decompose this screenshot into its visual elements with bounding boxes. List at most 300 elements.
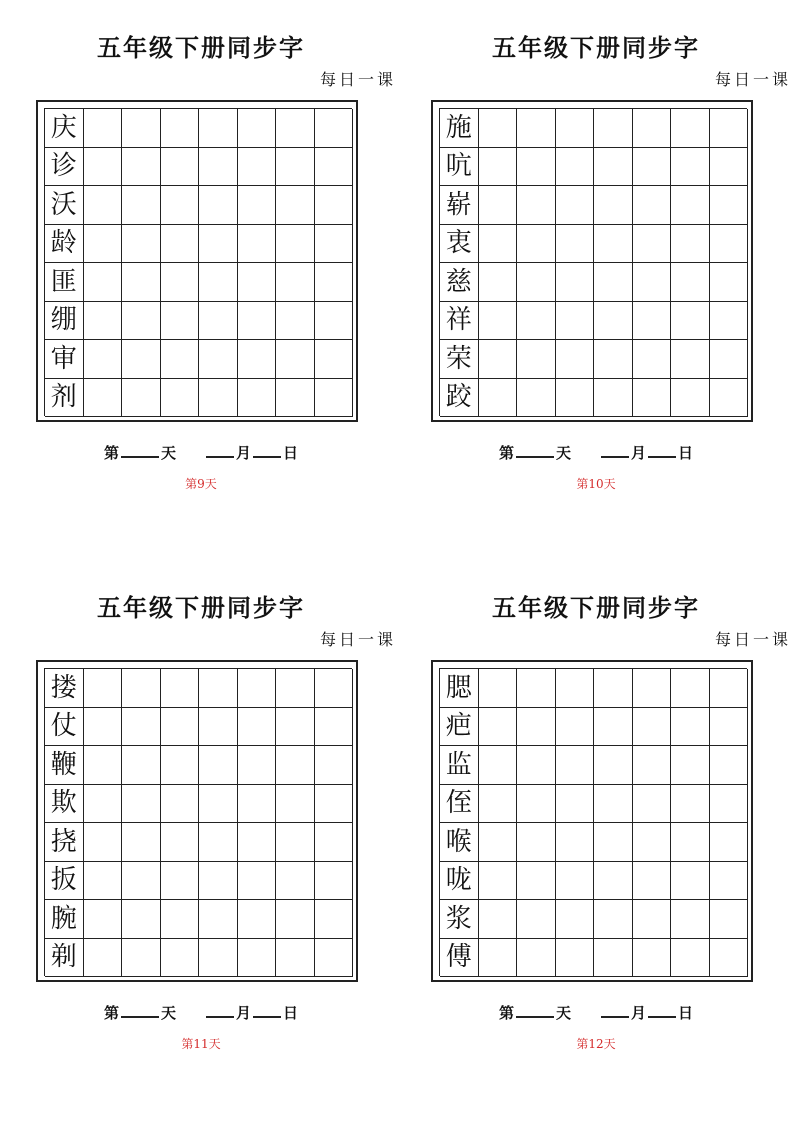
practice-cell[interactable] xyxy=(122,708,161,747)
practice-cell[interactable] xyxy=(199,340,238,379)
practice-cell[interactable] xyxy=(122,939,161,978)
practice-cell[interactable] xyxy=(238,900,277,939)
practice-cell[interactable] xyxy=(556,823,595,862)
practice-cell[interactable] xyxy=(161,900,200,939)
practice-cell[interactable] xyxy=(594,823,633,862)
practice-cell[interactable] xyxy=(671,862,710,901)
practice-cell[interactable] xyxy=(594,900,633,939)
model-character: 浆 xyxy=(440,900,479,939)
practice-cell[interactable] xyxy=(122,379,161,418)
practice-cell[interactable] xyxy=(517,939,556,978)
date-label: 日 xyxy=(283,444,299,462)
practice-cell[interactable] xyxy=(633,109,672,148)
date-line xyxy=(36,440,366,464)
date-blank[interactable] xyxy=(648,440,676,458)
practice-cell[interactable] xyxy=(594,109,633,148)
date-line xyxy=(431,440,761,464)
practice-cell[interactable] xyxy=(199,862,238,901)
practice-cell[interactable] xyxy=(556,340,595,379)
practice-cell[interactable] xyxy=(479,862,518,901)
practice-cell[interactable] xyxy=(161,225,200,264)
practice-cell[interactable] xyxy=(517,186,556,225)
practice-cell[interactable] xyxy=(517,109,556,148)
practice-cell[interactable] xyxy=(315,939,354,978)
practice-frame xyxy=(431,660,753,982)
practice-cell[interactable] xyxy=(84,263,123,302)
model-character: 龄 xyxy=(45,225,84,264)
practice-cell[interactable] xyxy=(84,669,123,708)
model-character: 祥 xyxy=(440,302,479,341)
practice-cell[interactable] xyxy=(479,225,518,264)
practice-cell[interactable] xyxy=(556,263,595,302)
day-number-blank[interactable] xyxy=(121,1000,159,1018)
practice-cell[interactable] xyxy=(594,862,633,901)
practice-cell[interactable] xyxy=(238,823,277,862)
practice-cell[interactable] xyxy=(276,900,315,939)
practice-cell[interactable] xyxy=(479,263,518,302)
practice-cell[interactable] xyxy=(710,900,749,939)
practice-cell[interactable] xyxy=(633,225,672,264)
practice-cell[interactable] xyxy=(199,785,238,824)
sheet-subtitle: 每日一课 xyxy=(319,630,396,649)
practice-cell[interactable] xyxy=(238,148,277,187)
practice-cell[interactable] xyxy=(710,708,749,747)
practice-cell[interactable] xyxy=(633,823,672,862)
practice-cell[interactable] xyxy=(238,669,277,708)
practice-frame xyxy=(431,100,753,422)
model-character: 咙 xyxy=(440,862,479,901)
practice-cell[interactable] xyxy=(594,302,633,341)
practice-cell[interactable] xyxy=(671,225,710,264)
practice-cell[interactable] xyxy=(556,669,595,708)
practice-cell[interactable] xyxy=(710,939,749,978)
practice-cell[interactable] xyxy=(710,148,749,187)
practice-cell[interactable] xyxy=(633,148,672,187)
practice-cell[interactable] xyxy=(161,340,200,379)
practice-cell[interactable] xyxy=(315,785,354,824)
practice-cell[interactable] xyxy=(556,148,595,187)
month-blank[interactable] xyxy=(601,440,629,458)
practice-cell[interactable] xyxy=(633,669,672,708)
practice-cell[interactable] xyxy=(122,225,161,264)
practice-cell[interactable] xyxy=(276,939,315,978)
practice-cell[interactable] xyxy=(161,823,200,862)
practice-cell[interactable] xyxy=(594,225,633,264)
model-character: 疤 xyxy=(440,708,479,747)
day-suffix: 天 xyxy=(555,444,571,462)
practice-cell[interactable] xyxy=(633,939,672,978)
practice-cell[interactable] xyxy=(594,708,633,747)
practice-cell[interactable] xyxy=(84,746,123,785)
day-number-blank[interactable] xyxy=(516,440,554,458)
practice-cell[interactable] xyxy=(594,379,633,418)
month-label: 月 xyxy=(236,444,252,462)
practice-cell[interactable] xyxy=(671,148,710,187)
practice-cell[interactable] xyxy=(84,225,123,264)
practice-cell[interactable] xyxy=(122,823,161,862)
practice-cell[interactable] xyxy=(122,302,161,341)
day-label: 第10天 xyxy=(576,477,616,491)
model-character: 搂 xyxy=(45,669,84,708)
practice-cell[interactable] xyxy=(594,263,633,302)
practice-cell[interactable] xyxy=(199,263,238,302)
practice-cell[interactable] xyxy=(633,900,672,939)
model-character: 欺 xyxy=(45,785,84,824)
month-blank[interactable] xyxy=(206,440,234,458)
practice-cell[interactable] xyxy=(633,263,672,302)
day-prefix: 第 xyxy=(498,444,514,462)
practice-cell[interactable] xyxy=(199,939,238,978)
practice-cell[interactable] xyxy=(556,708,595,747)
practice-cell[interactable] xyxy=(710,263,749,302)
practice-cell[interactable] xyxy=(633,302,672,341)
practice-cell[interactable] xyxy=(276,379,315,418)
month-label: 月 xyxy=(631,1004,647,1022)
model-character: 荣 xyxy=(440,340,479,379)
practice-cell[interactable] xyxy=(161,186,200,225)
practice-cell[interactable] xyxy=(594,746,633,785)
practice-cell[interactable] xyxy=(633,862,672,901)
practice-cell[interactable] xyxy=(199,148,238,187)
practice-cell[interactable] xyxy=(671,340,710,379)
practice-cell[interactable] xyxy=(122,746,161,785)
practice-cell[interactable] xyxy=(238,708,277,747)
practice-grid xyxy=(439,668,747,976)
practice-cell[interactable] xyxy=(517,302,556,341)
practice-cell[interactable] xyxy=(594,340,633,379)
practice-cell[interactable] xyxy=(238,340,277,379)
practice-cell[interactable] xyxy=(199,708,238,747)
practice-cell[interactable] xyxy=(199,823,238,862)
practice-cell[interactable] xyxy=(276,225,315,264)
practice-cell[interactable] xyxy=(238,263,277,302)
practice-cell[interactable] xyxy=(517,669,556,708)
model-character: 崭 xyxy=(440,186,479,225)
practice-cell[interactable] xyxy=(517,900,556,939)
date-label: 日 xyxy=(678,1004,694,1022)
practice-cell[interactable] xyxy=(161,148,200,187)
practice-cell[interactable] xyxy=(84,186,123,225)
practice-cell[interactable] xyxy=(517,708,556,747)
day-suffix: 天 xyxy=(555,1004,571,1022)
practice-cell[interactable] xyxy=(633,186,672,225)
practice-cell[interactable] xyxy=(633,379,672,418)
practice-cell[interactable] xyxy=(122,263,161,302)
practice-grid xyxy=(439,108,747,416)
practice-cell[interactable] xyxy=(556,900,595,939)
worksheet-day-9 xyxy=(36,28,396,548)
practice-cell[interactable] xyxy=(671,900,710,939)
practice-cell[interactable] xyxy=(517,785,556,824)
practice-cell[interactable] xyxy=(710,109,749,148)
practice-cell[interactable] xyxy=(315,669,354,708)
worksheet-day-10 xyxy=(431,28,791,548)
practice-cell[interactable] xyxy=(199,302,238,341)
practice-cell[interactable] xyxy=(238,785,277,824)
practice-cell[interactable] xyxy=(479,148,518,187)
practice-cell[interactable] xyxy=(199,109,238,148)
practice-cell[interactable] xyxy=(671,186,710,225)
practice-cell[interactable] xyxy=(238,862,277,901)
practice-cell[interactable] xyxy=(276,186,315,225)
practice-cell[interactable] xyxy=(84,340,123,379)
practice-cell[interactable] xyxy=(276,148,315,187)
practice-cell[interactable] xyxy=(315,379,354,418)
practice-cell[interactable] xyxy=(671,708,710,747)
practice-cell[interactable] xyxy=(556,225,595,264)
practice-cell[interactable] xyxy=(199,746,238,785)
model-character: 傅 xyxy=(440,939,479,978)
worksheet-day-12 xyxy=(431,588,791,1108)
practice-cell[interactable] xyxy=(479,340,518,379)
practice-cell[interactable] xyxy=(315,148,354,187)
practice-cell[interactable] xyxy=(710,862,749,901)
practice-cell[interactable] xyxy=(479,746,518,785)
practice-cell[interactable] xyxy=(238,939,277,978)
practice-cell[interactable] xyxy=(84,785,123,824)
practice-cell[interactable] xyxy=(710,669,749,708)
practice-cell[interactable] xyxy=(517,746,556,785)
practice-cell[interactable] xyxy=(84,823,123,862)
practice-cell[interactable] xyxy=(315,746,354,785)
model-character: 审 xyxy=(45,340,84,379)
practice-cell[interactable] xyxy=(671,263,710,302)
practice-cell[interactable] xyxy=(199,225,238,264)
practice-cell[interactable] xyxy=(517,148,556,187)
practice-cell[interactable] xyxy=(238,109,277,148)
practice-cell[interactable] xyxy=(633,785,672,824)
month-label: 月 xyxy=(631,444,647,462)
day-suffix: 天 xyxy=(160,1004,176,1022)
practice-cell[interactable] xyxy=(710,302,749,341)
model-character: 扳 xyxy=(45,862,84,901)
practice-cell[interactable] xyxy=(199,900,238,939)
month-blank[interactable] xyxy=(206,1000,234,1018)
practice-cell[interactable] xyxy=(479,785,518,824)
practice-cell[interactable] xyxy=(276,746,315,785)
practice-cell[interactable] xyxy=(122,669,161,708)
model-character: 监 xyxy=(440,746,479,785)
practice-cell[interactable] xyxy=(161,746,200,785)
practice-cell[interactable] xyxy=(479,669,518,708)
practice-cell[interactable] xyxy=(517,379,556,418)
practice-cell[interactable] xyxy=(315,900,354,939)
day-label: 第9天 xyxy=(185,477,217,491)
day-suffix: 天 xyxy=(160,444,176,462)
practice-cell[interactable] xyxy=(276,669,315,708)
practice-cell[interactable] xyxy=(315,302,354,341)
model-character: 诊 xyxy=(45,148,84,187)
practice-cell[interactable] xyxy=(633,708,672,747)
practice-cell[interactable] xyxy=(276,708,315,747)
practice-cell[interactable] xyxy=(315,186,354,225)
practice-cell[interactable] xyxy=(479,708,518,747)
practice-cell[interactable] xyxy=(122,900,161,939)
practice-cell[interactable] xyxy=(556,939,595,978)
practice-cell[interactable] xyxy=(161,379,200,418)
practice-cell[interactable] xyxy=(671,109,710,148)
practice-cell[interactable] xyxy=(161,862,200,901)
practice-cell[interactable] xyxy=(122,186,161,225)
practice-cell[interactable] xyxy=(161,109,200,148)
practice-cell[interactable] xyxy=(122,862,161,901)
practice-cell[interactable] xyxy=(199,186,238,225)
practice-cell[interactable] xyxy=(315,862,354,901)
practice-grid xyxy=(44,668,352,976)
day-label: 第12天 xyxy=(576,1037,616,1051)
date-line xyxy=(36,1000,366,1024)
practice-cell[interactable] xyxy=(276,823,315,862)
practice-cell[interactable] xyxy=(161,263,200,302)
model-character: 喉 xyxy=(440,823,479,862)
practice-cell[interactable] xyxy=(122,148,161,187)
practice-cell[interactable] xyxy=(517,340,556,379)
practice-cell[interactable] xyxy=(633,746,672,785)
practice-cell[interactable] xyxy=(556,379,595,418)
practice-cell[interactable] xyxy=(161,708,200,747)
model-character: 剂 xyxy=(45,379,84,418)
month-blank[interactable] xyxy=(601,1000,629,1018)
practice-cell[interactable] xyxy=(84,708,123,747)
practice-cell[interactable] xyxy=(479,186,518,225)
practice-cell[interactable] xyxy=(84,939,123,978)
practice-cell[interactable] xyxy=(633,340,672,379)
practice-cell[interactable] xyxy=(556,746,595,785)
practice-cell[interactable] xyxy=(556,186,595,225)
practice-cell[interactable] xyxy=(710,225,749,264)
model-character: 衷 xyxy=(440,225,479,264)
practice-cell[interactable] xyxy=(556,109,595,148)
practice-cell[interactable] xyxy=(315,225,354,264)
day-prefix: 第 xyxy=(103,1004,119,1022)
practice-cell[interactable] xyxy=(594,186,633,225)
date-line xyxy=(431,1000,761,1024)
practice-cell[interactable] xyxy=(84,148,123,187)
practice-cell[interactable] xyxy=(84,109,123,148)
practice-cell[interactable] xyxy=(161,785,200,824)
practice-cell[interactable] xyxy=(710,785,749,824)
practice-cell[interactable] xyxy=(710,186,749,225)
practice-cell[interactable] xyxy=(315,708,354,747)
sheet-title: 五年级下册同步字 xyxy=(97,593,305,622)
day-prefix: 第 xyxy=(498,1004,514,1022)
practice-cell[interactable] xyxy=(710,379,749,418)
practice-cell[interactable] xyxy=(479,900,518,939)
practice-cell[interactable] xyxy=(479,939,518,978)
practice-cell[interactable] xyxy=(315,109,354,148)
practice-cell[interactable] xyxy=(199,379,238,418)
practice-cell[interactable] xyxy=(594,669,633,708)
month-label: 月 xyxy=(236,1004,252,1022)
practice-cell[interactable] xyxy=(671,746,710,785)
practice-cell[interactable] xyxy=(84,302,123,341)
practice-cell[interactable] xyxy=(479,379,518,418)
practice-cell[interactable] xyxy=(671,823,710,862)
sheet-title: 五年级下册同步字 xyxy=(492,33,700,62)
practice-cell[interactable] xyxy=(556,862,595,901)
practice-cell[interactable] xyxy=(479,823,518,862)
sheet-title: 五年级下册同步字 xyxy=(97,33,305,62)
practice-cell[interactable] xyxy=(276,109,315,148)
practice-cell[interactable] xyxy=(479,302,518,341)
practice-cell[interactable] xyxy=(122,109,161,148)
practice-cell[interactable] xyxy=(84,900,123,939)
practice-cell[interactable] xyxy=(556,302,595,341)
day-number-blank[interactable] xyxy=(121,440,159,458)
practice-frame xyxy=(36,100,358,422)
date-label: 日 xyxy=(283,1004,299,1022)
practice-cell[interactable] xyxy=(517,862,556,901)
practice-cell[interactable] xyxy=(84,379,123,418)
practice-cell[interactable] xyxy=(276,862,315,901)
practice-cell[interactable] xyxy=(594,785,633,824)
model-character: 腕 xyxy=(45,900,84,939)
practice-cell[interactable] xyxy=(710,340,749,379)
practice-cell[interactable] xyxy=(671,302,710,341)
model-character: 跤 xyxy=(440,379,479,418)
date-blank[interactable] xyxy=(253,440,281,458)
practice-cell[interactable] xyxy=(517,823,556,862)
practice-cell[interactable] xyxy=(671,939,710,978)
sheet-subtitle: 每日一课 xyxy=(714,630,791,649)
day-number-blank[interactable] xyxy=(516,1000,554,1018)
model-character: 吭 xyxy=(440,148,479,187)
model-character: 施 xyxy=(440,109,479,148)
model-character: 挠 xyxy=(45,823,84,862)
practice-cell[interactable] xyxy=(517,263,556,302)
practice-cell[interactable] xyxy=(315,340,354,379)
practice-cell[interactable] xyxy=(315,263,354,302)
sheet-title: 五年级下册同步字 xyxy=(492,593,700,622)
practice-cell[interactable] xyxy=(238,302,277,341)
practice-cell[interactable] xyxy=(710,823,749,862)
worksheet-day-11 xyxy=(36,588,396,1108)
practice-cell[interactable] xyxy=(594,939,633,978)
practice-cell[interactable] xyxy=(315,823,354,862)
practice-cell[interactable] xyxy=(276,340,315,379)
practice-cell[interactable] xyxy=(517,225,556,264)
practice-cell[interactable] xyxy=(122,340,161,379)
practice-cell[interactable] xyxy=(161,669,200,708)
practice-cell[interactable] xyxy=(238,225,277,264)
practice-cell[interactable] xyxy=(276,263,315,302)
date-label: 日 xyxy=(678,444,694,462)
model-character: 沃 xyxy=(45,186,84,225)
practice-cell[interactable] xyxy=(238,746,277,785)
practice-cell[interactable] xyxy=(594,148,633,187)
practice-cell[interactable] xyxy=(238,186,277,225)
practice-cell[interactable] xyxy=(161,939,200,978)
practice-cell[interactable] xyxy=(671,785,710,824)
practice-cell[interactable] xyxy=(238,379,277,418)
date-blank[interactable] xyxy=(253,1000,281,1018)
practice-cell[interactable] xyxy=(276,302,315,341)
practice-cell[interactable] xyxy=(84,862,123,901)
practice-cell[interactable] xyxy=(671,669,710,708)
date-blank[interactable] xyxy=(648,1000,676,1018)
practice-cell[interactable] xyxy=(479,109,518,148)
practice-cell[interactable] xyxy=(671,379,710,418)
practice-cell[interactable] xyxy=(710,746,749,785)
practice-cell[interactable] xyxy=(276,785,315,824)
practice-cell[interactable] xyxy=(122,785,161,824)
sheet-subtitle: 每日一课 xyxy=(714,70,791,89)
sheet-subtitle: 每日一课 xyxy=(319,70,396,89)
practice-cell[interactable] xyxy=(161,302,200,341)
model-character: 侄 xyxy=(440,785,479,824)
practice-cell[interactable] xyxy=(556,785,595,824)
practice-cell[interactable] xyxy=(199,669,238,708)
